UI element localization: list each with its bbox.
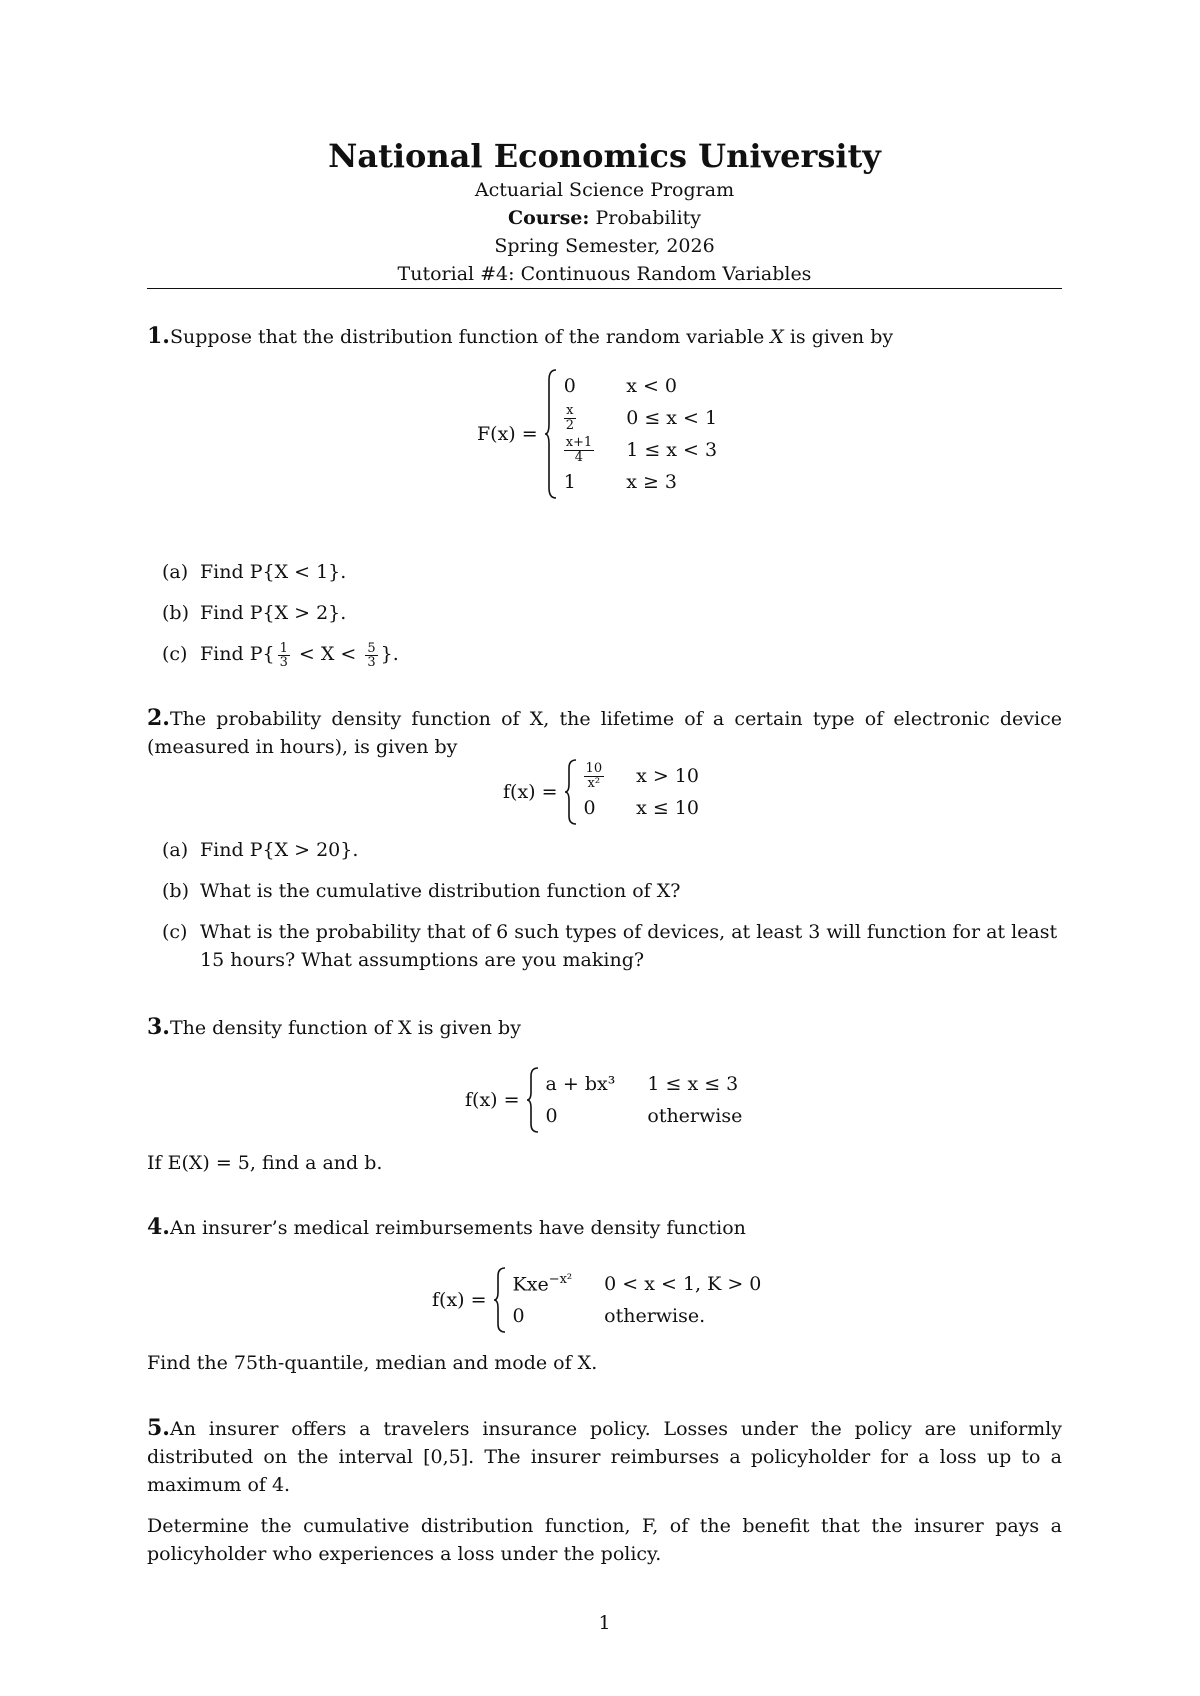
fraction-numerator: x+1 xyxy=(565,434,593,450)
piecewise-F xyxy=(477,368,717,500)
part-text: Find P{X < 1}. xyxy=(200,561,347,583)
fraction xyxy=(365,642,377,669)
part-2a xyxy=(162,836,1062,864)
tutorial-title: Tutorial #4: Continuous Random Variables xyxy=(397,263,812,285)
part-text: Find P{X > 2}. xyxy=(200,602,347,624)
part-label: (c) xyxy=(162,921,188,943)
case-cond: otherwise. xyxy=(604,1305,706,1327)
case-row xyxy=(584,792,699,824)
semester: Spring Semester, 2026 xyxy=(494,235,715,257)
left-brace-icon xyxy=(544,368,558,500)
case-expr xyxy=(564,434,627,466)
problem-number: 3. xyxy=(147,1014,170,1040)
fraction-numerator: 1 xyxy=(279,640,288,656)
problem-text: Suppose that the distribution function of the random variable xyxy=(169,326,771,348)
problem-text: The probability density function of X, the lifetime of a certain type of electronic device (measured in hours), is given by xyxy=(147,708,1062,758)
problem-2 xyxy=(147,704,1062,761)
problem-5-question: Determine the cumulative distribution function, F, of the benefit that the insurer pays a policyholder who experiences a loss under the policy. xyxy=(147,1515,1062,1565)
case-row xyxy=(564,402,717,434)
problem-number: 1. xyxy=(147,323,170,349)
case-expr-base: Kxe xyxy=(512,1273,549,1296)
problem-text: An insurer’s medical reimbursements have density function xyxy=(169,1217,746,1239)
case-expr xyxy=(513,1268,605,1300)
case-cond: 1 ≤ x < 3 xyxy=(626,439,718,461)
part-text: What is the probability that of 6 such types of devices, at least 3 will function for at least 15 hours? What assumptions are you making? xyxy=(200,921,1058,971)
case-cond: x ≥ 3 xyxy=(626,471,677,493)
case-row xyxy=(546,1100,743,1132)
case-expr: 0 xyxy=(563,375,576,397)
part-text: Find P{X > 20}. xyxy=(200,839,359,861)
cases-table xyxy=(564,370,717,498)
fraction-denominator: x² xyxy=(587,775,601,791)
program-name: Actuarial Science Program xyxy=(474,179,735,201)
case-expr: a + bx³ xyxy=(545,1073,616,1095)
case-row xyxy=(564,370,717,402)
case-expr xyxy=(564,402,627,434)
case-cond: 0 < x < 1, K > 0 xyxy=(604,1273,762,1295)
case-expr: 0 xyxy=(512,1305,525,1327)
case-row xyxy=(564,466,717,498)
case-row xyxy=(564,434,717,466)
document-header xyxy=(147,136,1062,288)
left-brace-icon xyxy=(526,1066,540,1134)
function-lhs: f(x) = xyxy=(503,781,558,803)
case-expr xyxy=(584,760,637,792)
problem-3-question: If E(X) = 5, find a and b. xyxy=(147,1152,383,1174)
case-cond: x > 10 xyxy=(636,765,699,787)
page-number: 1 xyxy=(598,1612,611,1634)
case-row xyxy=(513,1268,762,1300)
part-label: (c) xyxy=(162,643,188,665)
function-lhs: f(x) = xyxy=(432,1289,487,1311)
case-cond: 0 ≤ x < 1 xyxy=(626,407,718,429)
piecewise-f4 xyxy=(432,1266,761,1334)
part-text: Find P{ $\frac{1}{3}$ < X < $\frac{5}{3}$ }. xyxy=(200,640,399,670)
part-text-mid: < X < xyxy=(292,643,363,665)
part-1c xyxy=(162,640,1062,669)
part-1a xyxy=(162,558,1062,586)
fraction xyxy=(564,436,595,465)
fraction-numerator: 10 xyxy=(585,760,603,776)
problem-number: 2. xyxy=(147,705,170,731)
cases-table xyxy=(584,760,699,824)
part-text: What is the cumulative distribution function of X? xyxy=(200,880,681,902)
part-label: (b) xyxy=(162,880,189,902)
case-cond: x ≤ 10 xyxy=(636,797,699,819)
course-name: Probability xyxy=(595,207,702,229)
case-row xyxy=(513,1300,762,1332)
course-line xyxy=(147,204,1062,232)
case-cond: x < 0 xyxy=(626,375,677,397)
function-lhs: F(x) = xyxy=(477,423,538,445)
problem-number: 4. xyxy=(147,1214,170,1240)
document-page xyxy=(147,0,1062,1696)
problem-4-question: Find the 75th-quantile, median and mode of X. xyxy=(147,1352,598,1374)
left-brace-icon xyxy=(564,758,578,826)
part-2b xyxy=(162,877,1062,905)
problem-text-end: is given by xyxy=(783,326,894,348)
left-brace-icon xyxy=(493,1266,507,1334)
fraction-numerator: x xyxy=(566,402,574,418)
problem-1 xyxy=(147,322,1062,351)
case-expr-exponent: −x² xyxy=(548,1272,573,1288)
part-label: (b) xyxy=(162,602,189,624)
problem-text: An insurer offers a travelers insurance policy. Losses under the policy are uniformly distributed on the interval [0,5]. The insurer reimburses a policyholder for a loss up to a maximum of 4. xyxy=(147,1418,1062,1496)
part-2c xyxy=(162,918,1062,974)
fraction xyxy=(584,762,605,791)
cases-table xyxy=(546,1068,743,1132)
fraction-denominator: 4 xyxy=(574,449,584,465)
fraction-denominator: 3 xyxy=(367,654,376,670)
part-label: (a) xyxy=(162,561,189,583)
problem-variable: X xyxy=(770,326,784,348)
fraction xyxy=(278,642,290,669)
fraction xyxy=(564,404,576,433)
course-label: Course: xyxy=(507,207,590,229)
university-title: National Economics University xyxy=(328,137,881,175)
part-text-post: . xyxy=(392,643,399,665)
problem-text: The density function of X is given by xyxy=(169,1017,521,1039)
part-label: (a) xyxy=(162,839,189,861)
part-text-pre: Find P xyxy=(200,643,263,665)
case-expr: 0 xyxy=(583,797,596,819)
case-cond: 1 ≤ x ≤ 3 xyxy=(647,1073,739,1095)
fraction-denominator: 2 xyxy=(565,417,574,433)
piecewise-f2 xyxy=(503,758,699,826)
problem-number: 5. xyxy=(147,1415,170,1441)
fraction-numerator: 5 xyxy=(367,640,376,656)
case-expr: 1 xyxy=(563,471,576,493)
header-rule xyxy=(147,288,1062,289)
function-lhs: f(x) = xyxy=(465,1089,520,1111)
case-cond: otherwise xyxy=(647,1105,743,1127)
problem-3 xyxy=(147,1013,1062,1042)
case-expr: 0 xyxy=(545,1105,558,1127)
problem-5 xyxy=(147,1414,1062,1499)
case-row xyxy=(584,760,699,792)
problem-4 xyxy=(147,1213,1062,1242)
part-1b xyxy=(162,599,1062,627)
fraction-denominator: 3 xyxy=(279,654,288,670)
cases-table xyxy=(513,1268,762,1332)
piecewise-f3 xyxy=(465,1066,742,1134)
case-row xyxy=(546,1068,743,1100)
